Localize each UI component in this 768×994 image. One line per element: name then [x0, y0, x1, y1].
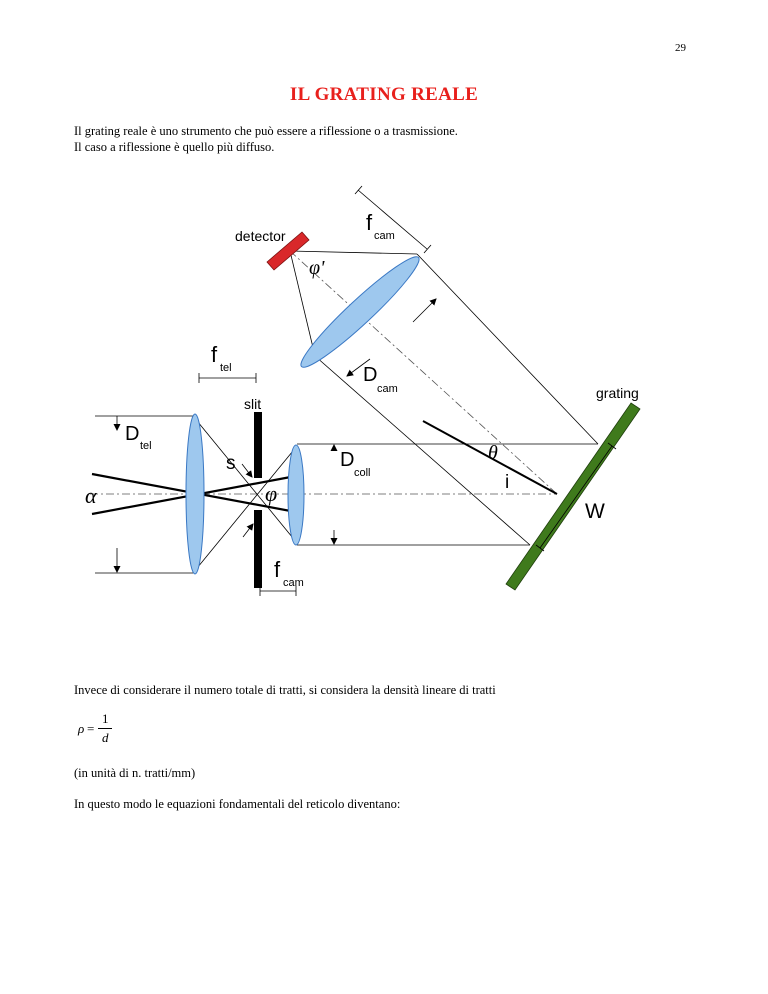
d-coll-label: D [340, 449, 355, 471]
f-cam-bottom-label: f [274, 557, 281, 582]
theta-label: θ [488, 442, 498, 464]
formula-rho: ρ [78, 721, 85, 736]
formula-denominator: d [102, 730, 109, 745]
grating-label: grating [596, 385, 639, 401]
fraction-bar [98, 728, 112, 729]
page-title: IL GRATING REALE [289, 84, 479, 105]
f-cam-top-label: f [366, 210, 373, 235]
f-cam-bottom-sub: cam [283, 577, 304, 589]
i-label: i [505, 472, 510, 493]
camera-axis [290, 251, 557, 494]
f-tel-label: f [211, 342, 218, 367]
d-tel-sub: tel [140, 440, 152, 452]
slit-label: slit [244, 396, 262, 412]
w-label: W [585, 500, 605, 523]
d-coll-sub: coll [354, 467, 371, 479]
s-label: s [226, 453, 236, 474]
phi-prime-label: φ' [309, 257, 325, 279]
collimator-lens [288, 445, 304, 545]
telescope-lens [186, 414, 204, 574]
d-cam-label: D [363, 364, 378, 386]
d-tel-label: D [125, 423, 140, 445]
formula-numerator: 1 [102, 711, 109, 726]
f-cam-top-sub: cam [374, 230, 395, 242]
alpha-label: α [85, 483, 97, 508]
grating-element [506, 403, 640, 590]
formula-equals: = [87, 721, 95, 736]
density-paragraph: Invece di considerare il numero totale di tratti, si considera la densità lineare di tratti [74, 683, 496, 697]
intro-line-2: Il caso a riflessione è quello più diffuso. [74, 140, 275, 154]
camera-beam [290, 251, 598, 545]
detector-label: detector [235, 228, 286, 244]
intro-line-1: Il grating reale è uno strumento che può essere a riflessione o a trasmissione. [74, 124, 458, 138]
phi-label: φ [265, 481, 278, 506]
slit-upper [254, 412, 262, 478]
equations-paragraph: In questo modo le equazioni fondamentali del reticolo diventano: [74, 797, 401, 811]
units-paragraph: (in unità di n. tratti/mm) [74, 766, 196, 780]
slit-lower [254, 510, 262, 588]
d-cam-sub: cam [377, 383, 398, 395]
f-tel-sub: tel [220, 362, 232, 374]
page-number: 29 [675, 42, 686, 54]
